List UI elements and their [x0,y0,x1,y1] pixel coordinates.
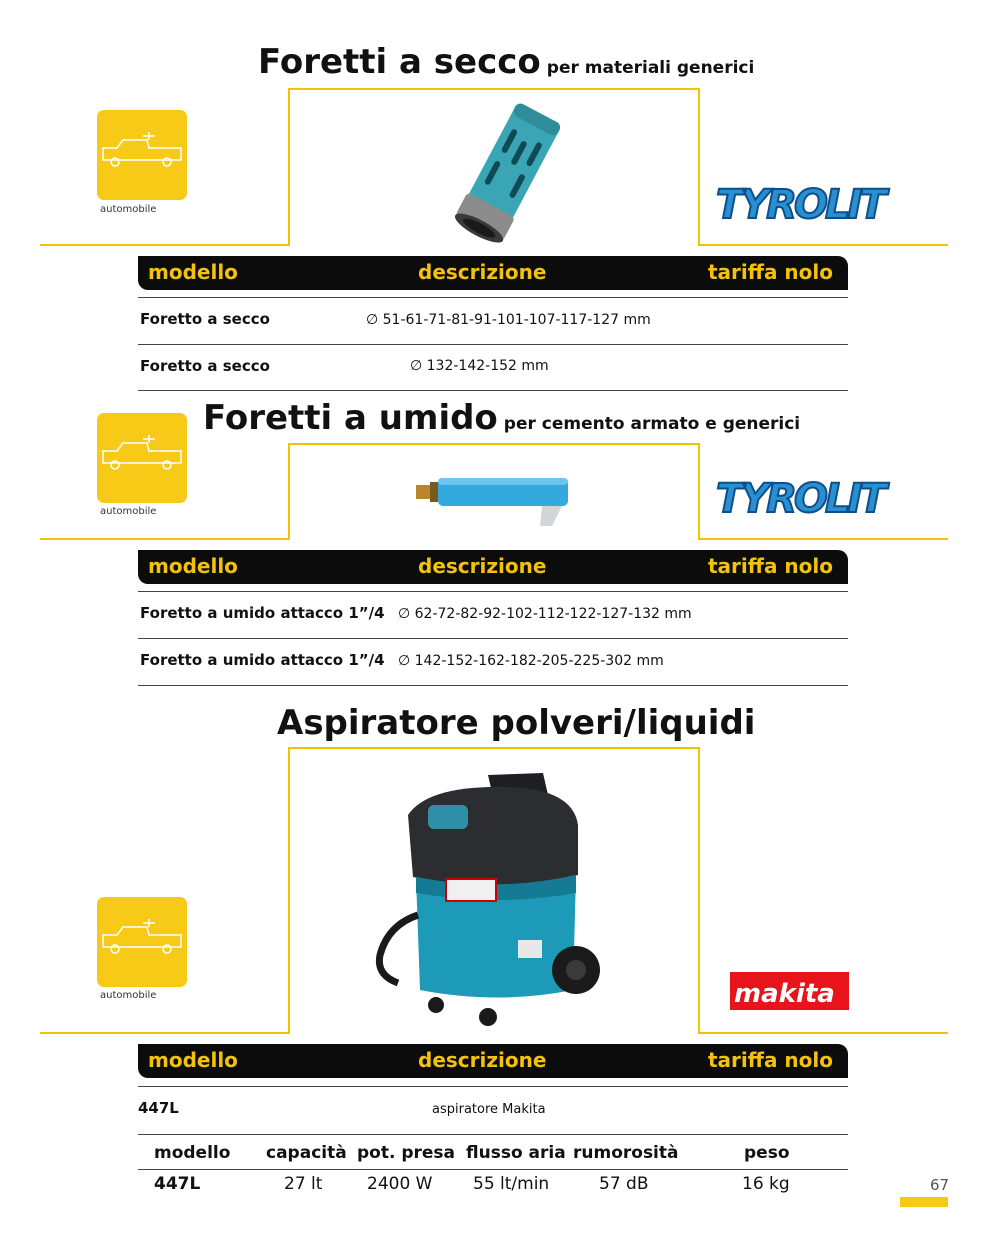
tyrolit-logo: TYROLIT [716,182,884,228]
section1-frame-bottom-right [698,244,948,246]
header-modello: modello [148,260,238,284]
section2-frame-bottom-right [698,538,948,540]
section2-rule-mid [138,638,848,639]
header-modello: modello [148,1048,238,1072]
header-descrizione: descrizione [418,554,547,578]
section2-rule-bottom [138,685,848,686]
section1-table-header [138,256,848,290]
section2-title-text: Foretti a umido [203,398,498,438]
section1-frame-bottom-left [40,244,290,246]
section1-row1-model: Foretto a secco [140,310,270,328]
page-tab-marker [900,1197,948,1207]
header-modello: modello [148,554,238,578]
section3-frame-right [698,747,700,1034]
spec-value-capacita: 27 lt [284,1174,323,1194]
automobile-badge-icon [97,110,187,200]
section3-row1-desc: aspiratore Makita [432,1102,546,1117]
spec-value-rumorosita: 57 dB [599,1174,649,1194]
spec-header-rumorosita: rumorosità [573,1143,679,1163]
section1-title-text: Foretti a secco [258,42,541,82]
section2-row2-model: Foretto a umido attacco 1”/4 [140,651,385,669]
header-tariffa: tariffa nolo [708,1048,834,1072]
makita-logo: makita [730,972,849,1010]
section1-frame-right [698,88,700,246]
vacuum-cleaner-image [368,765,608,1035]
section2-frame-right [698,443,700,540]
spec-value-pot-presa: 2400 W [367,1174,433,1194]
section1-title [258,42,754,88]
automobile-badge-icon [97,897,187,987]
section2-row1-model: Foretto a umido attacco 1”/4 [140,604,385,622]
section1-frame-left [288,88,290,246]
section3-frame-left [288,747,290,1034]
spec-header-pot-presa: pot. presa [357,1143,456,1163]
section2-title [203,398,800,444]
section3-rule-mid [138,1134,848,1135]
spec-header-flusso-aria: flusso aria [466,1143,566,1163]
section1-rule-mid [138,344,848,345]
section1-row1-desc: ∅ 51-61-71-81-91-101-107-117-127 mm [366,312,651,328]
section1-subtitle: per materiali generici [546,58,755,78]
section3-row1-model: 447L [138,1099,179,1117]
section2-badge-label: automobile [100,506,157,517]
section3-table-header [138,1044,848,1078]
section1-rule-top [138,297,848,298]
section3-rule-specs [138,1169,848,1170]
section1-rule-bottom [138,390,848,391]
spec-value-flusso-aria: 55 lt/min [473,1174,550,1194]
section1-row2-model: Foretto a secco [140,357,270,375]
section3-frame-top [288,747,700,749]
spec-header-peso: peso [744,1143,790,1163]
tyrolit-logo: TYROLIT [716,476,884,522]
header-tariffa: tariffa nolo [708,554,834,578]
section3-title: Aspiratore polveri/liquidi [277,703,756,743]
section2-rule-top [138,591,848,592]
page-number: 67 [930,1176,950,1194]
section2-subtitle: per cemento armato e generici [503,414,801,434]
section2-table-header [138,550,848,584]
spec-header-modello: modello [154,1143,231,1163]
section2-frame-left [288,443,290,540]
header-descrizione: descrizione [418,1048,547,1072]
section1-badge-label: automobile [100,204,157,215]
section3-badge-label: automobile [100,990,157,1001]
spec-value-modello: 447L [154,1174,201,1194]
section2-row2-desc: ∅ 142-152-162-182-205-225-302 mm [398,653,664,669]
section2-frame-bottom-left [40,538,290,540]
wet-core-bit-image [412,470,582,530]
automobile-badge-icon [97,413,187,503]
spec-header-capacita: capacità [266,1143,347,1163]
section3-rule-top [138,1086,848,1087]
spec-value-peso: 16 kg [742,1174,790,1194]
section3-frame-bottom-left [40,1032,290,1034]
section1-frame-top [288,88,700,90]
header-descrizione: descrizione [418,260,547,284]
dry-core-bit-image [430,100,580,250]
section2-row1-desc: ∅ 62-72-82-92-102-112-122-127-132 mm [398,606,692,622]
section2-frame-top [288,443,700,445]
section3-frame-bottom-right [698,1032,948,1034]
section1-row2-desc: ∅ 132-142-152 mm [410,358,549,374]
header-tariffa: tariffa nolo [708,260,834,284]
